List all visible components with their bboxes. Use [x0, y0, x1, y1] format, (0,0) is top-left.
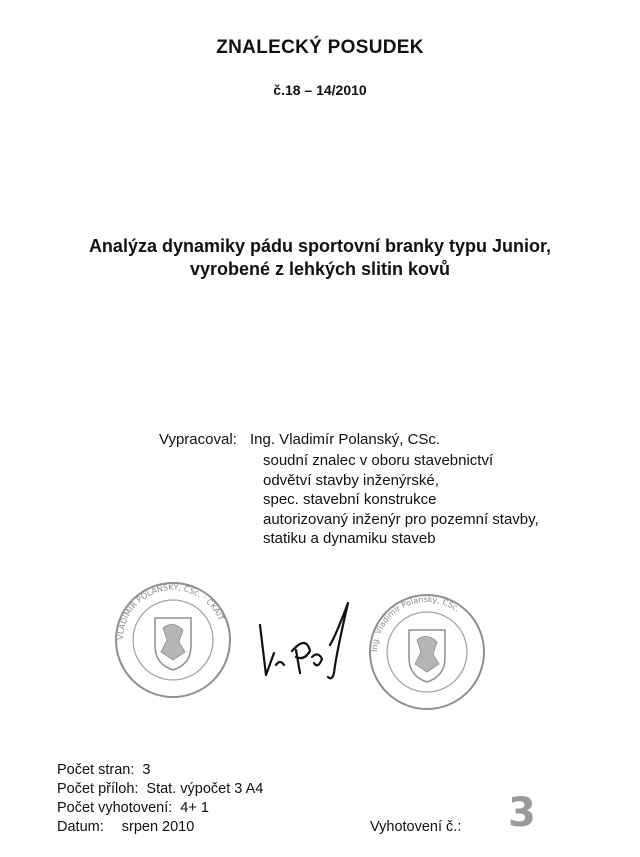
- author-credential: statiku a dynamiku staveb: [263, 530, 436, 547]
- author-credential: soudní znalec v oboru stavebnictví: [263, 452, 494, 469]
- author-name: Ing. Vladimír Polanský, CSc.: [250, 431, 441, 448]
- meta-date-label: Datum:: [57, 819, 104, 835]
- copy-number-label: Vyhotovení č.:: [370, 819, 462, 835]
- meta-attachments-value: Stat. výpočet 3 A4: [146, 781, 264, 797]
- copy-number-stamp: 3: [508, 790, 536, 836]
- official-seal-right: [367, 592, 487, 712]
- meta-copies-value: 4+ 1: [180, 800, 209, 816]
- subject-line-1: Analýza dynamiky pádu sportovní branky typu Junior,: [88, 236, 552, 256]
- meta-pages: [57, 762, 150, 778]
- meta-copies: [57, 800, 209, 816]
- official-seal-left: [113, 580, 233, 700]
- author-credential: spec. stavební konstrukce: [263, 491, 437, 508]
- meta-copies-label: Počet vyhotovení:: [57, 800, 173, 816]
- author-credential: odvětví stavby inženýrské,: [263, 472, 439, 489]
- meta-attachments-label: Počet příloh:: [57, 781, 139, 797]
- meta-attachments: [57, 781, 263, 797]
- meta-date-value: srpen 2010: [121, 819, 195, 835]
- document-number: č.18 – 14/2010: [273, 82, 367, 98]
- meta-date: [57, 819, 194, 835]
- svg-text:Ing. Vladimír Polanský, CSc.: [370, 595, 462, 652]
- subject-line-2: vyrobené z lehkých slitin kovů: [189, 259, 451, 279]
- document-title: ZNALECKÝ POSUDEK: [216, 37, 424, 58]
- author-credential: autorizovaný inženýr pro pozemní stavby,: [263, 511, 539, 528]
- signature: [252, 595, 372, 685]
- meta-pages-label: Počet stran:: [57, 762, 135, 778]
- right-seal-text: Ing. Vladimír Polanský, CSc.: [369, 594, 462, 653]
- meta-pages-value: 3: [142, 762, 151, 778]
- left-seal-text: VLADIMÍR POLANSKÝ, CSc. · ČKAIT: [115, 582, 226, 641]
- author-label: Vypracoval:: [159, 431, 237, 448]
